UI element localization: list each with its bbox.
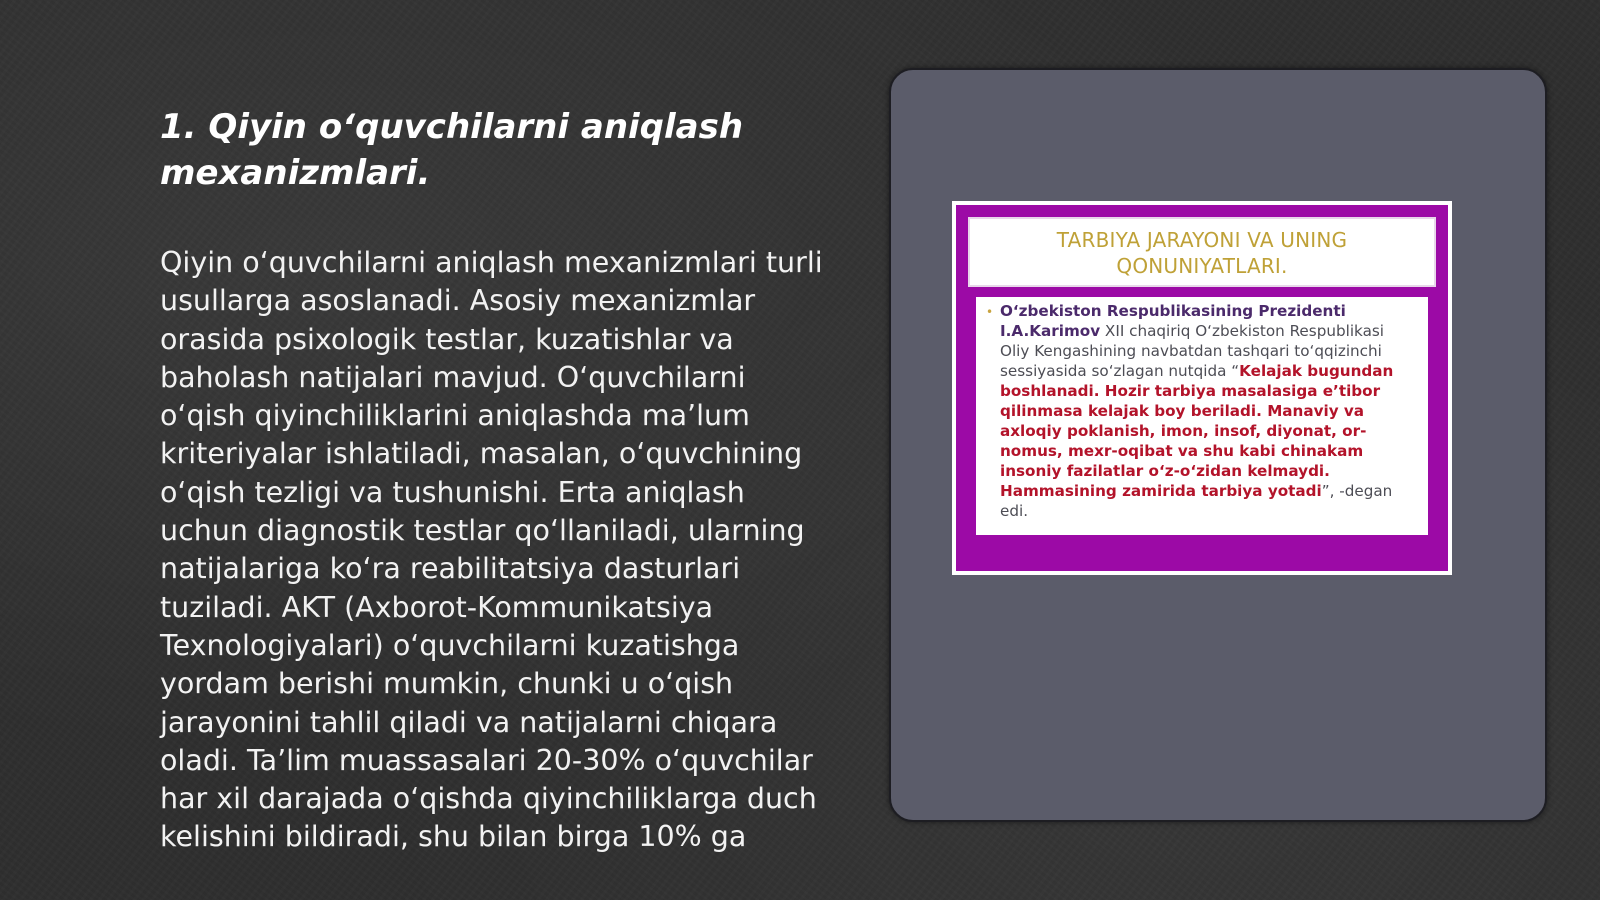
slide-body-text: Qiyin o‘quvchilarni aniqlash mexanizmlari turli usullarga asoslanadi. Asosiy mexanizmlar orasida psixologik testlar, kuzatishlar va baholash natijalari mavjud. O‘quvchilarni o‘qish qiyinchiliklarini aniqlashda ma’lum kriteriyalar ishlatiladi, masalan, o‘quvchining o‘qish tezligi va tushunishi. Erta aniqlash uchun diagnostik testlar qo‘llaniladi, ularning natijalariga ko‘ra reabilitatsiya dasturlari tuziladi. AKT (Axborot-Kommunikatsiya Texnologiyalari) o‘quvchilarni kuzatishga yordam berishi mumkin, chunki u o‘qish jarayonini tahlil qiladi va natijalarni chiqara oladi. Ta’lim muassasalari 20-30% o‘quvchilar har xil darajada o‘qishda qiyinchiliklarga duch kelishini bildiradi, shu bilan birga 10% ga [160, 246, 823, 854]
embedded-quote: Kelajak bugundan boshlanadi. Hozir tarbiya masalasiga e’tibor qilinmasa kelajak boy beriladi. Manaviy va axloqiy poklanish, imon, insof, diyonat, or-nomus, mexr-oqibat va shu kabi chinakam insoniy fazilatlar o‘z-o‘zidan kelmaydi. Hammasining zamirida tarbiya yotadi [1000, 362, 1394, 500]
embedded-title-line-1: TARBIYA JARAYONI VA UNING [1056, 228, 1348, 252]
embedded-text-intro: XII chaqiriq O‘zbekiston Respublikasi Oliy Kengashining navbatdan tashqari to‘qqizinchi sessiyasida so‘zlagan nutqida “ [1000, 322, 1385, 380]
embedded-slide-text [976, 297, 1428, 535]
bullet-icon: • [986, 305, 994, 319]
embedded-title-line-2: QONUNIYATLARI. [1116, 254, 1288, 278]
embedded-lead-bold: O‘zbekiston Respublikasining Prezidenti I.A.Karimov [1000, 302, 1346, 340]
slide-heading: 1. Qiyin o‘quvchilarni aniqlash mexanizmlari. [160, 107, 744, 193]
embedded-slide-title [968, 217, 1436, 287]
embedded-slide-frame [956, 205, 1448, 571]
embedded-text-outro: ”, -degan edi. [1000, 482, 1393, 520]
embedded-slide-image [952, 201, 1452, 575]
image-panel [889, 68, 1547, 822]
